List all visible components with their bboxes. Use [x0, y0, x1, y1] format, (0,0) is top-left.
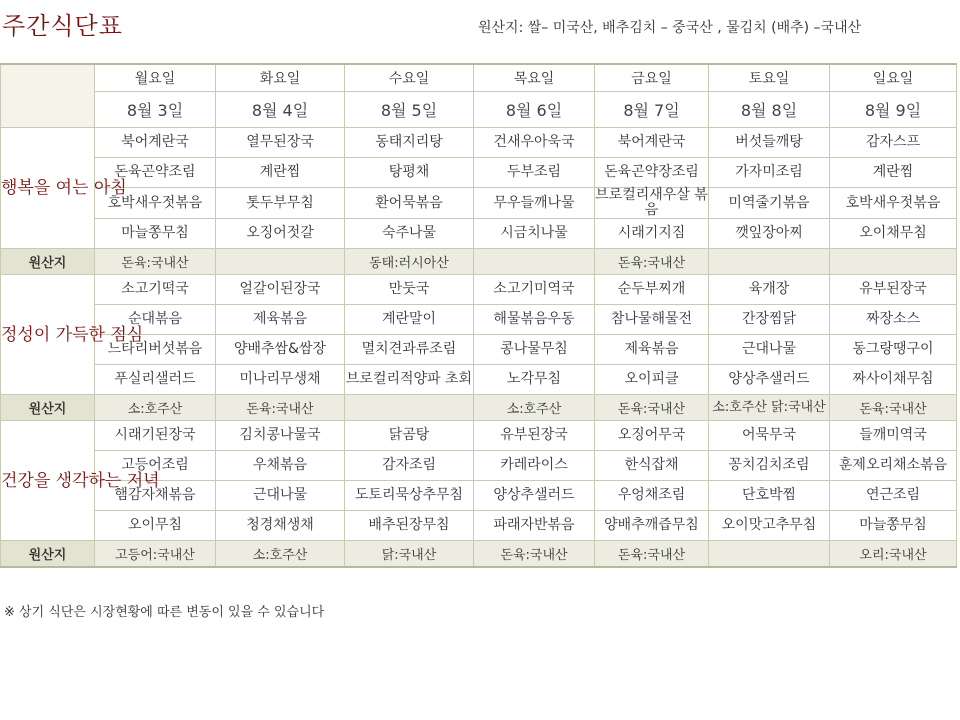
- menu-item: 푸실리샐러드: [95, 365, 216, 395]
- menu-item: 돈육곤약장조림: [595, 158, 709, 188]
- day-date: 8월 8일: [709, 92, 830, 128]
- date-row: [1, 92, 957, 128]
- menu-item: 미나리무생채: [216, 365, 345, 395]
- menu-item: 소고기떡국: [95, 275, 216, 305]
- menu-item: 닭곰탕: [345, 421, 474, 451]
- origin-cell: 돈육:국내산: [595, 249, 709, 275]
- menu-item: 호박새우젓볶음: [95, 188, 216, 219]
- menu-item: 깻잎장아찌: [709, 219, 830, 249]
- day-date: 8월 4일: [216, 92, 345, 128]
- menu-item: 마늘쫑무침: [95, 219, 216, 249]
- menu-item: 감자스프: [830, 128, 957, 158]
- dinner-row-1: [1, 421, 957, 451]
- origin-cell: [216, 249, 345, 275]
- breakfast-origin-row: [1, 249, 957, 275]
- menu-item: 무우들깨나물: [474, 188, 595, 219]
- origin-cell: 돈육:국내산: [830, 395, 957, 421]
- origin-cell: 돈육:국내산: [216, 395, 345, 421]
- menu-item: 훈제오리채소볶음: [830, 451, 957, 481]
- origin-cell: 소:호주산: [95, 395, 216, 421]
- menu-item: 햄감자채볶음: [95, 481, 216, 511]
- origin-cell: 돈육:국내산: [595, 395, 709, 421]
- day-name: 토요일: [709, 64, 830, 92]
- menu-item: 버섯들깨탕: [709, 128, 830, 158]
- day-name: 일요일: [830, 64, 957, 92]
- day-name: 수요일: [345, 64, 474, 92]
- day-name: 목요일: [474, 64, 595, 92]
- menu-item: 간장찜닭: [709, 305, 830, 335]
- origin-cell: 돈육:국내산: [95, 249, 216, 275]
- menu-item: 건새우아욱국: [474, 128, 595, 158]
- menu-item: 들깨미역국: [830, 421, 957, 451]
- origin-cell: [830, 249, 957, 275]
- menu-item: 오이채무침: [830, 219, 957, 249]
- menu-item: 오이무침: [95, 511, 216, 541]
- menu-item: 순두부찌개: [595, 275, 709, 305]
- menu-item: 제육볶음: [216, 305, 345, 335]
- menu-item: 배추된장무침: [345, 511, 474, 541]
- origin-cell: 돈육:국내산: [474, 541, 595, 568]
- menu-item: 숙주나물: [345, 219, 474, 249]
- origin-cell: 동태:러시아산: [345, 249, 474, 275]
- origin-cell: 소:호주산: [216, 541, 345, 568]
- day-name: 금요일: [595, 64, 709, 92]
- menu-item: 꽁치김치조림: [709, 451, 830, 481]
- menu-item: 오이맛고추무침: [709, 511, 830, 541]
- menu-item: 청경채생채: [216, 511, 345, 541]
- origin-cell: 소:호주산: [474, 395, 595, 421]
- menu-item: 두부조림: [474, 158, 595, 188]
- menu-item: 해물볶음우동: [474, 305, 595, 335]
- menu-item: 양배추쌈&쌈장: [216, 335, 345, 365]
- lunch-row-3: [1, 335, 957, 365]
- breakfast-label: 행복을 여는 아침: [1, 128, 95, 249]
- day-name-row: [1, 64, 957, 92]
- dinner-label: 건강을 생각하는 저녁: [1, 421, 95, 541]
- menu-item: 시금치나물: [474, 219, 595, 249]
- menu-item: 오징어젓갈: [216, 219, 345, 249]
- menu-item: 짜사이채무침: [830, 365, 957, 395]
- menu-item: 육개장: [709, 275, 830, 305]
- menu-item: 호박새우젓볶음: [830, 188, 957, 219]
- origin-cell: 닭:국내산: [345, 541, 474, 568]
- origin-cell: [345, 395, 474, 421]
- menu-item: 얼갈이된장국: [216, 275, 345, 305]
- menu-item: 참나물해물전: [595, 305, 709, 335]
- origin-label: 원산지: [1, 395, 95, 421]
- day-name: 월요일: [95, 64, 216, 92]
- day-date: 8월 5일: [345, 92, 474, 128]
- day-date: 8월 7일: [595, 92, 709, 128]
- menu-item: 소고기미역국: [474, 275, 595, 305]
- origin-cell: 오리:국내산: [830, 541, 957, 568]
- footnote: ※ 상기 식단은 시장현황에 따른 변동이 있을 수 있습니다: [4, 605, 325, 620]
- menu-item: 브로컬리적양파 초회: [345, 365, 474, 395]
- origin-cell: [709, 541, 830, 568]
- menu-item: 감자조림: [345, 451, 474, 481]
- menu-item: 우엉채조림: [595, 481, 709, 511]
- menu-item: 어묵무국: [709, 421, 830, 451]
- lunch-origin-row: [1, 395, 957, 421]
- menu-item: 양배추깨즙무침: [595, 511, 709, 541]
- origin-cell: 소:호주산 닭:국내산: [709, 395, 830, 421]
- menu-item: 톳두부무침: [216, 188, 345, 219]
- menu-item: 근대나물: [216, 481, 345, 511]
- menu-item: 고등어조림: [95, 451, 216, 481]
- menu-item: 콩나물무침: [474, 335, 595, 365]
- menu-item: 제육볶음: [595, 335, 709, 365]
- menu-item: 계란찜: [830, 158, 957, 188]
- day-name: 화요일: [216, 64, 345, 92]
- dinner-origin-row: [1, 541, 957, 568]
- menu-item: 동태지리탕: [345, 128, 474, 158]
- menu-item: 카레라이스: [474, 451, 595, 481]
- menu-item: 유부된장국: [474, 421, 595, 451]
- menu-item: 열무된장국: [216, 128, 345, 158]
- corner-cell: [1, 64, 95, 128]
- menu-item: 환어묵볶음: [345, 188, 474, 219]
- menu-item: 한식잡채: [595, 451, 709, 481]
- menu-item: 탕평채: [345, 158, 474, 188]
- menu-item: 짜장소스: [830, 305, 957, 335]
- menu-item: 단호박찜: [709, 481, 830, 511]
- menu-item: 연근조림: [830, 481, 957, 511]
- menu-item: 미역줄기볶음: [709, 188, 830, 219]
- breakfast-row-1: [1, 128, 957, 158]
- lunch-row-2: [1, 305, 957, 335]
- day-date: 8월 9일: [830, 92, 957, 128]
- menu-item: 오이피클: [595, 365, 709, 395]
- breakfast-row-2: [1, 158, 957, 188]
- menu-item: 시래기지짐: [595, 219, 709, 249]
- menu-item: 파래자반볶음: [474, 511, 595, 541]
- menu-item: 유부된장국: [830, 275, 957, 305]
- menu-item: 느타리버섯볶음: [95, 335, 216, 365]
- breakfast-row-3: [1, 188, 957, 219]
- menu-item: 근대나물: [709, 335, 830, 365]
- origin-cell: 돈육:국내산: [595, 541, 709, 568]
- lunch-row-4: [1, 365, 957, 395]
- menu-item: 양상추샐러드: [709, 365, 830, 395]
- menu-item: 가자미조림: [709, 158, 830, 188]
- menu-item: 양상추샐러드: [474, 481, 595, 511]
- menu-item: 시래기된장국: [95, 421, 216, 451]
- menu-item: 만둣국: [345, 275, 474, 305]
- origin-cell: [709, 249, 830, 275]
- menu-item: 북어계란국: [95, 128, 216, 158]
- origin-label: 원산지: [1, 541, 95, 568]
- breakfast-row-4: [1, 219, 957, 249]
- page-title: 주간식단표: [2, 12, 123, 40]
- origin-cell: [474, 249, 595, 275]
- day-date: 8월 6일: [474, 92, 595, 128]
- menu-item: 우채볶음: [216, 451, 345, 481]
- day-date: 8월 3일: [95, 92, 216, 128]
- origin-label: 원산지: [1, 249, 95, 275]
- dinner-row-4: [1, 511, 957, 541]
- menu-item: 순대볶음: [95, 305, 216, 335]
- menu-item: 계란말이: [345, 305, 474, 335]
- menu-item: 북어계란국: [595, 128, 709, 158]
- menu-item: 마늘쫑무침: [830, 511, 957, 541]
- lunch-row-1: [1, 275, 957, 305]
- menu-item: 김치콩나물국: [216, 421, 345, 451]
- origin-cell: 고등어:국내산: [95, 541, 216, 568]
- weekly-menu-table: [0, 63, 957, 568]
- menu-item: 도토리묵상추무침: [345, 481, 474, 511]
- menu-item: 동그랑땡구이: [830, 335, 957, 365]
- menu-item: 계란찜: [216, 158, 345, 188]
- origin-note: 원산지: 쌀– 미국산, 배추김치 – 중국산 , 물김치 (배추) –국내산: [478, 20, 862, 36]
- menu-item: 브로컬리새우살 볶음: [595, 187, 708, 218]
- menu-item: 돈육곤약조림: [95, 158, 216, 188]
- menu-item: 노각무침: [474, 365, 595, 395]
- menu-item: 오징어무국: [595, 421, 709, 451]
- menu-item: 멸치견과류조림: [345, 335, 474, 365]
- lunch-label: 정성이 가득한 점심: [1, 275, 95, 395]
